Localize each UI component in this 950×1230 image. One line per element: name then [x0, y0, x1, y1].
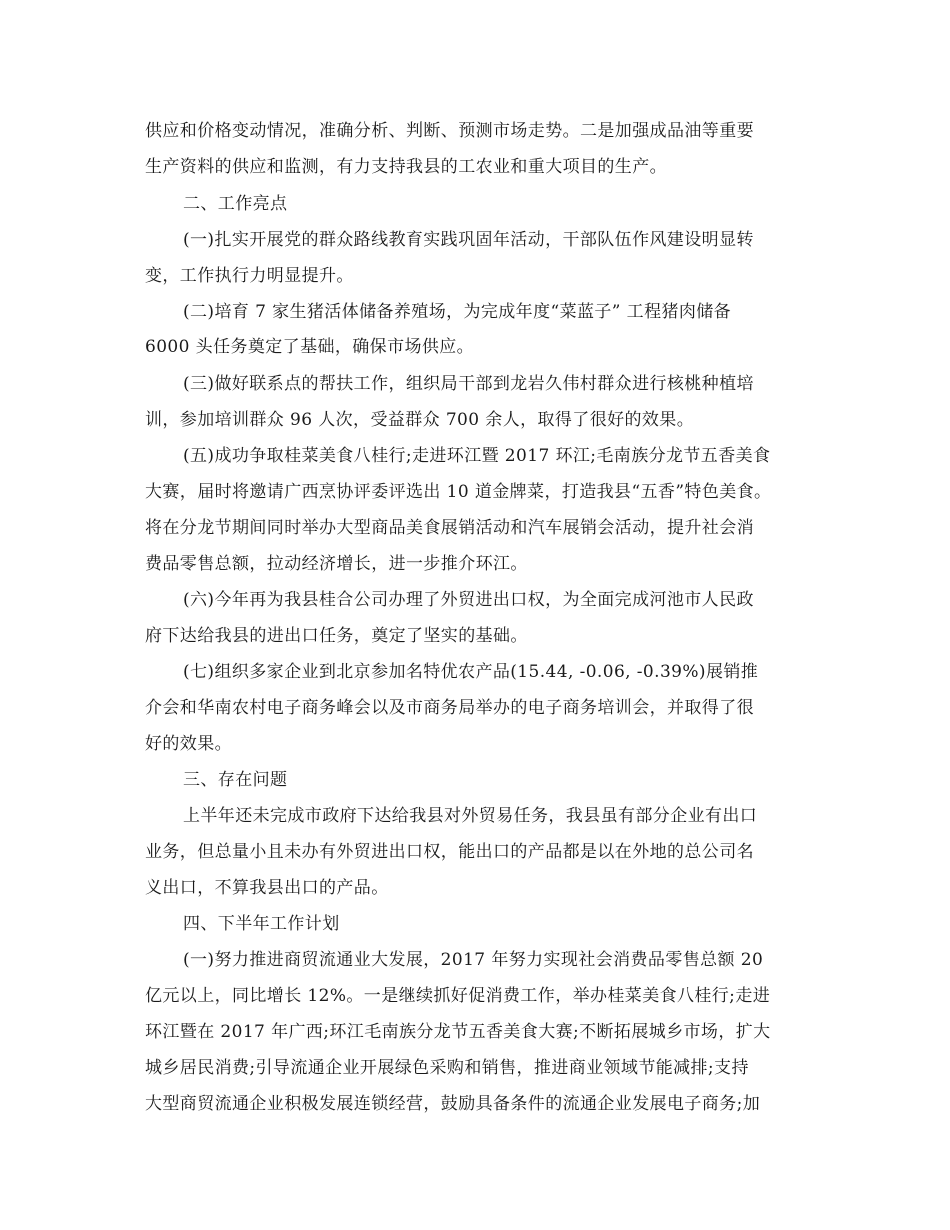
- section-heading: 四、下半年工作计划: [183, 914, 340, 934]
- text-line: 好的效果。: [145, 734, 232, 754]
- text-line: (二)培育 7 家生猪活体储备养殖场，为完成年度“菜蓝子” 工程猪肉储备: [183, 302, 732, 322]
- text-line: (六)今年再为我县桂合公司办理了外贸进出口权，为全面完成河池市人民政: [183, 590, 754, 610]
- text-line: (一)努力推进商贸流通业大发展，2017 年努力实现社会消费品零售总额 20: [183, 950, 764, 970]
- text-line: 义出口，不算我县出口的产品。: [145, 878, 389, 898]
- text-line: 府下达给我县的进出口任务，奠定了坚实的基础。: [145, 626, 528, 646]
- text-line: (一)扎实开展党的群众路线教育实践巩固年活动，干部队伍作风建设明显转: [183, 230, 754, 250]
- text-line: 将在分龙节期间同时举办大型商品美食展销活动和汽车展销会活动，提升社会消: [145, 518, 754, 538]
- text-line: 城乡居民消费;引导流通企业开展绿色采购和销售，推进商业领域节能减排;支持: [145, 1058, 749, 1078]
- text-line: (七)组织多家企业到北京参加名特优农产品(15.44, -0.06, -0.39%)展销推: [183, 662, 759, 682]
- text-line: 训，参加培训群众 96 人次，受益群众 700 余人，取得了很好的效果。: [145, 410, 695, 430]
- text-line: 费品零售总额，拉动经济增长，进一步推介环江。: [145, 554, 528, 574]
- text-line: 6000 头任务奠定了基础，确保市场供应。: [145, 337, 475, 357]
- section-heading: 二、工作亮点: [183, 194, 288, 214]
- text-line: 大型商贸流通企业积极发展连锁经营，鼓励具备条件的流通企业发展电子商务;加: [145, 1094, 761, 1114]
- text-line: 大赛，届时将邀请广西烹协评委评选出 10 道金牌菜，打造我县“五香”特色美食。: [145, 482, 772, 502]
- text-line: 业务，但总量小且未办有外贸进出口权，能出口的产品都是以在外地的总公司名: [145, 842, 754, 862]
- section-heading: 三、存在问题: [183, 770, 288, 790]
- text-line: (三)做好联系点的帮扶工作，组织局干部到龙岩久伟村群众进行核桃种植培: [183, 374, 754, 394]
- text-line: (五)成功争取桂菜美食八桂行;走进环江暨 2017 环江;毛南族分龙节五香美食: [183, 446, 771, 466]
- text-line: 供应和价格变动情况，准确分析、判断、预测市场走势。二是加强成品油等重要: [145, 121, 754, 141]
- text-line: 亿元以上，同比增长 12%。一是继续抓好促消费工作，举办桂菜美食八桂行;走进: [145, 986, 771, 1006]
- text-line: 生产资料的供应和监测，有力支持我县的工农业和重大项目的生产。: [145, 157, 667, 177]
- text-line: 变，工作执行力明显提升。: [145, 266, 354, 286]
- text-line: 介会和华南农村电子商务峰会以及市商务局举办的电子商务培训会，并取得了很: [145, 698, 754, 718]
- text-line: 环江暨在 2017 年广西;环江毛南族分龙节五香美食大赛;不断拓展城乡市场，扩大: [145, 1022, 771, 1042]
- text-line: 上半年还未完成市政府下达给我县对外贸易任务，我县虽有部分企业有出口: [183, 806, 758, 826]
